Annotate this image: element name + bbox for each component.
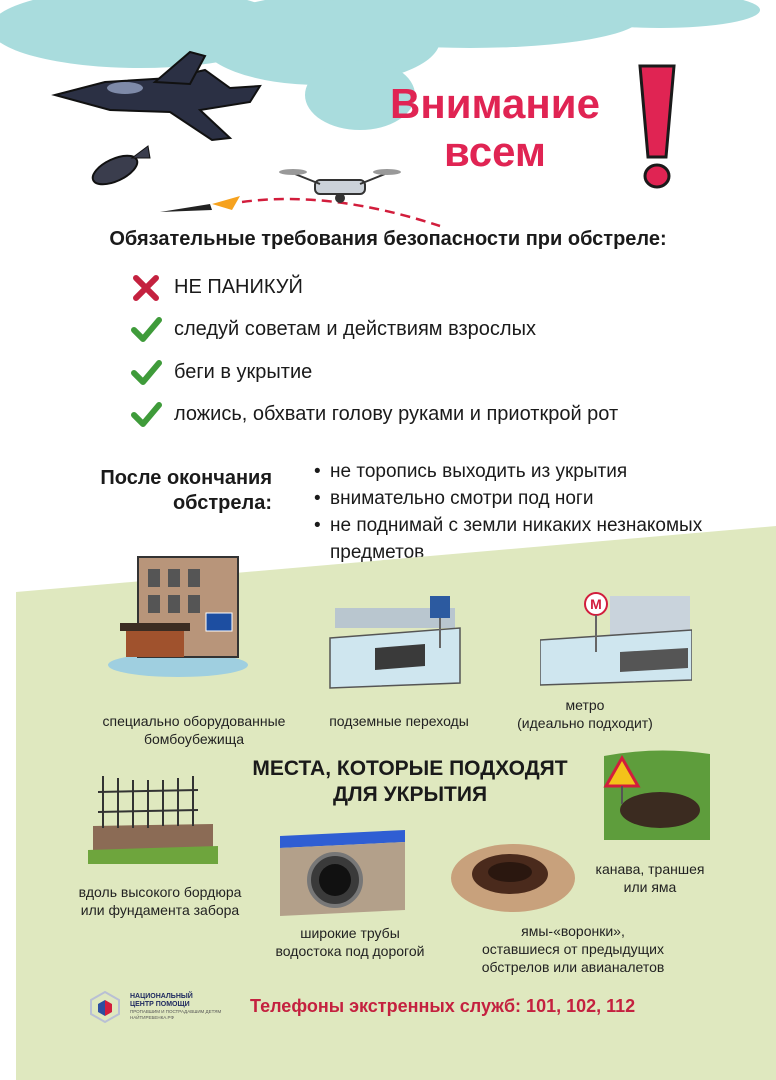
check-icon bbox=[130, 358, 162, 388]
cross-icon bbox=[130, 273, 162, 303]
bomb-icon bbox=[89, 146, 150, 190]
places-heading-line-2: ДЛЯ УКРЫТИЯ bbox=[332, 783, 488, 806]
exclamation-icon bbox=[628, 62, 688, 192]
drainage-pipe-illustration bbox=[275, 826, 410, 918]
caption-line: специально оборудованные bbox=[102, 713, 286, 729]
bomb-shelter-illustration bbox=[108, 545, 250, 680]
org-name-line-2: ЦЕНТР ПОМОЩИ bbox=[130, 1001, 190, 1008]
emergency-phones: Телефоны экстренных служб: 101, 102, 112 bbox=[250, 996, 636, 1016]
caption-pipes bbox=[255, 924, 445, 960]
after-heading bbox=[40, 466, 272, 516]
caption-line: метро bbox=[565, 697, 605, 713]
org-logo-icon bbox=[88, 990, 122, 1024]
underpass-illustration bbox=[325, 588, 465, 698]
check-icon bbox=[130, 400, 162, 430]
org-name-line-1: НАЦИОНАЛЬНЫЙ bbox=[130, 993, 193, 1000]
caption-line: широкие трубы bbox=[300, 925, 400, 941]
caption-craters bbox=[468, 922, 678, 976]
caption-line: ямы-«воронки», bbox=[521, 923, 625, 939]
page-title bbox=[360, 80, 630, 176]
caption-line: или яма bbox=[623, 879, 677, 895]
caption-line: вдоль высокого бордюра bbox=[78, 884, 242, 900]
metro-illustration bbox=[540, 590, 692, 690]
safety-subtitle: Обязательные требования безопасности при обстреле: bbox=[109, 228, 667, 250]
caption-ditch bbox=[580, 860, 720, 896]
after-heading-line-1: После окончания bbox=[100, 467, 272, 489]
places-heading bbox=[200, 756, 620, 808]
org-subtitle: ПРОПАВШИМ И ПОСТРАДАВШИМ ДЕТЯМ bbox=[130, 1009, 222, 1014]
list-item: • внимательно смотри под ноги bbox=[312, 485, 752, 512]
caption-underpass bbox=[314, 712, 484, 730]
org-logo-text bbox=[130, 993, 250, 1021]
rule-text: ложись, обхвати голову руками и приоткрой рот bbox=[174, 403, 619, 425]
metro-sign: М bbox=[590, 596, 602, 612]
fence-illustration bbox=[88, 766, 218, 866]
places-heading-line-1: МЕСТА, КОТОРЫЕ ПОДХОДЯТ bbox=[252, 757, 568, 780]
missile-icon bbox=[160, 196, 440, 226]
caption-shelter bbox=[84, 712, 304, 748]
caption-line: бомбоубежища bbox=[143, 731, 245, 747]
title-line-2: всем bbox=[443, 128, 546, 175]
caption-line: канава, траншея bbox=[595, 861, 705, 877]
caption-metro bbox=[500, 696, 670, 732]
org-site: НАЙТИРЕБЕНКА.РФ bbox=[130, 1015, 174, 1020]
rule-text: следуй советам и действиям взрослых bbox=[174, 318, 536, 340]
list-item: • не поднимай с земли никаких незнакомых предметов bbox=[312, 512, 752, 566]
rule-text: НЕ ПАНИКУЙ bbox=[174, 276, 303, 298]
title-line-1: Внимание bbox=[390, 80, 600, 127]
list-item: • не торопись выходить из укрытия bbox=[312, 458, 752, 485]
caption-line: водостока под дорогой bbox=[275, 943, 425, 959]
caption-line: оставшиеся от предыдущих bbox=[482, 941, 664, 957]
caption-line: подземные переходы bbox=[329, 713, 469, 729]
caption-line: или фундамента забора bbox=[80, 902, 240, 918]
caption-curb bbox=[60, 883, 260, 919]
after-heading-line-2: обстрела: bbox=[172, 492, 272, 514]
caption-line: обстрелов или авианалетов bbox=[481, 959, 665, 975]
check-icon bbox=[130, 315, 162, 345]
caption-line: (идеально подходит) bbox=[517, 715, 653, 731]
rule-text: беги в укрытие bbox=[174, 361, 313, 383]
crater-illustration bbox=[448, 836, 578, 916]
